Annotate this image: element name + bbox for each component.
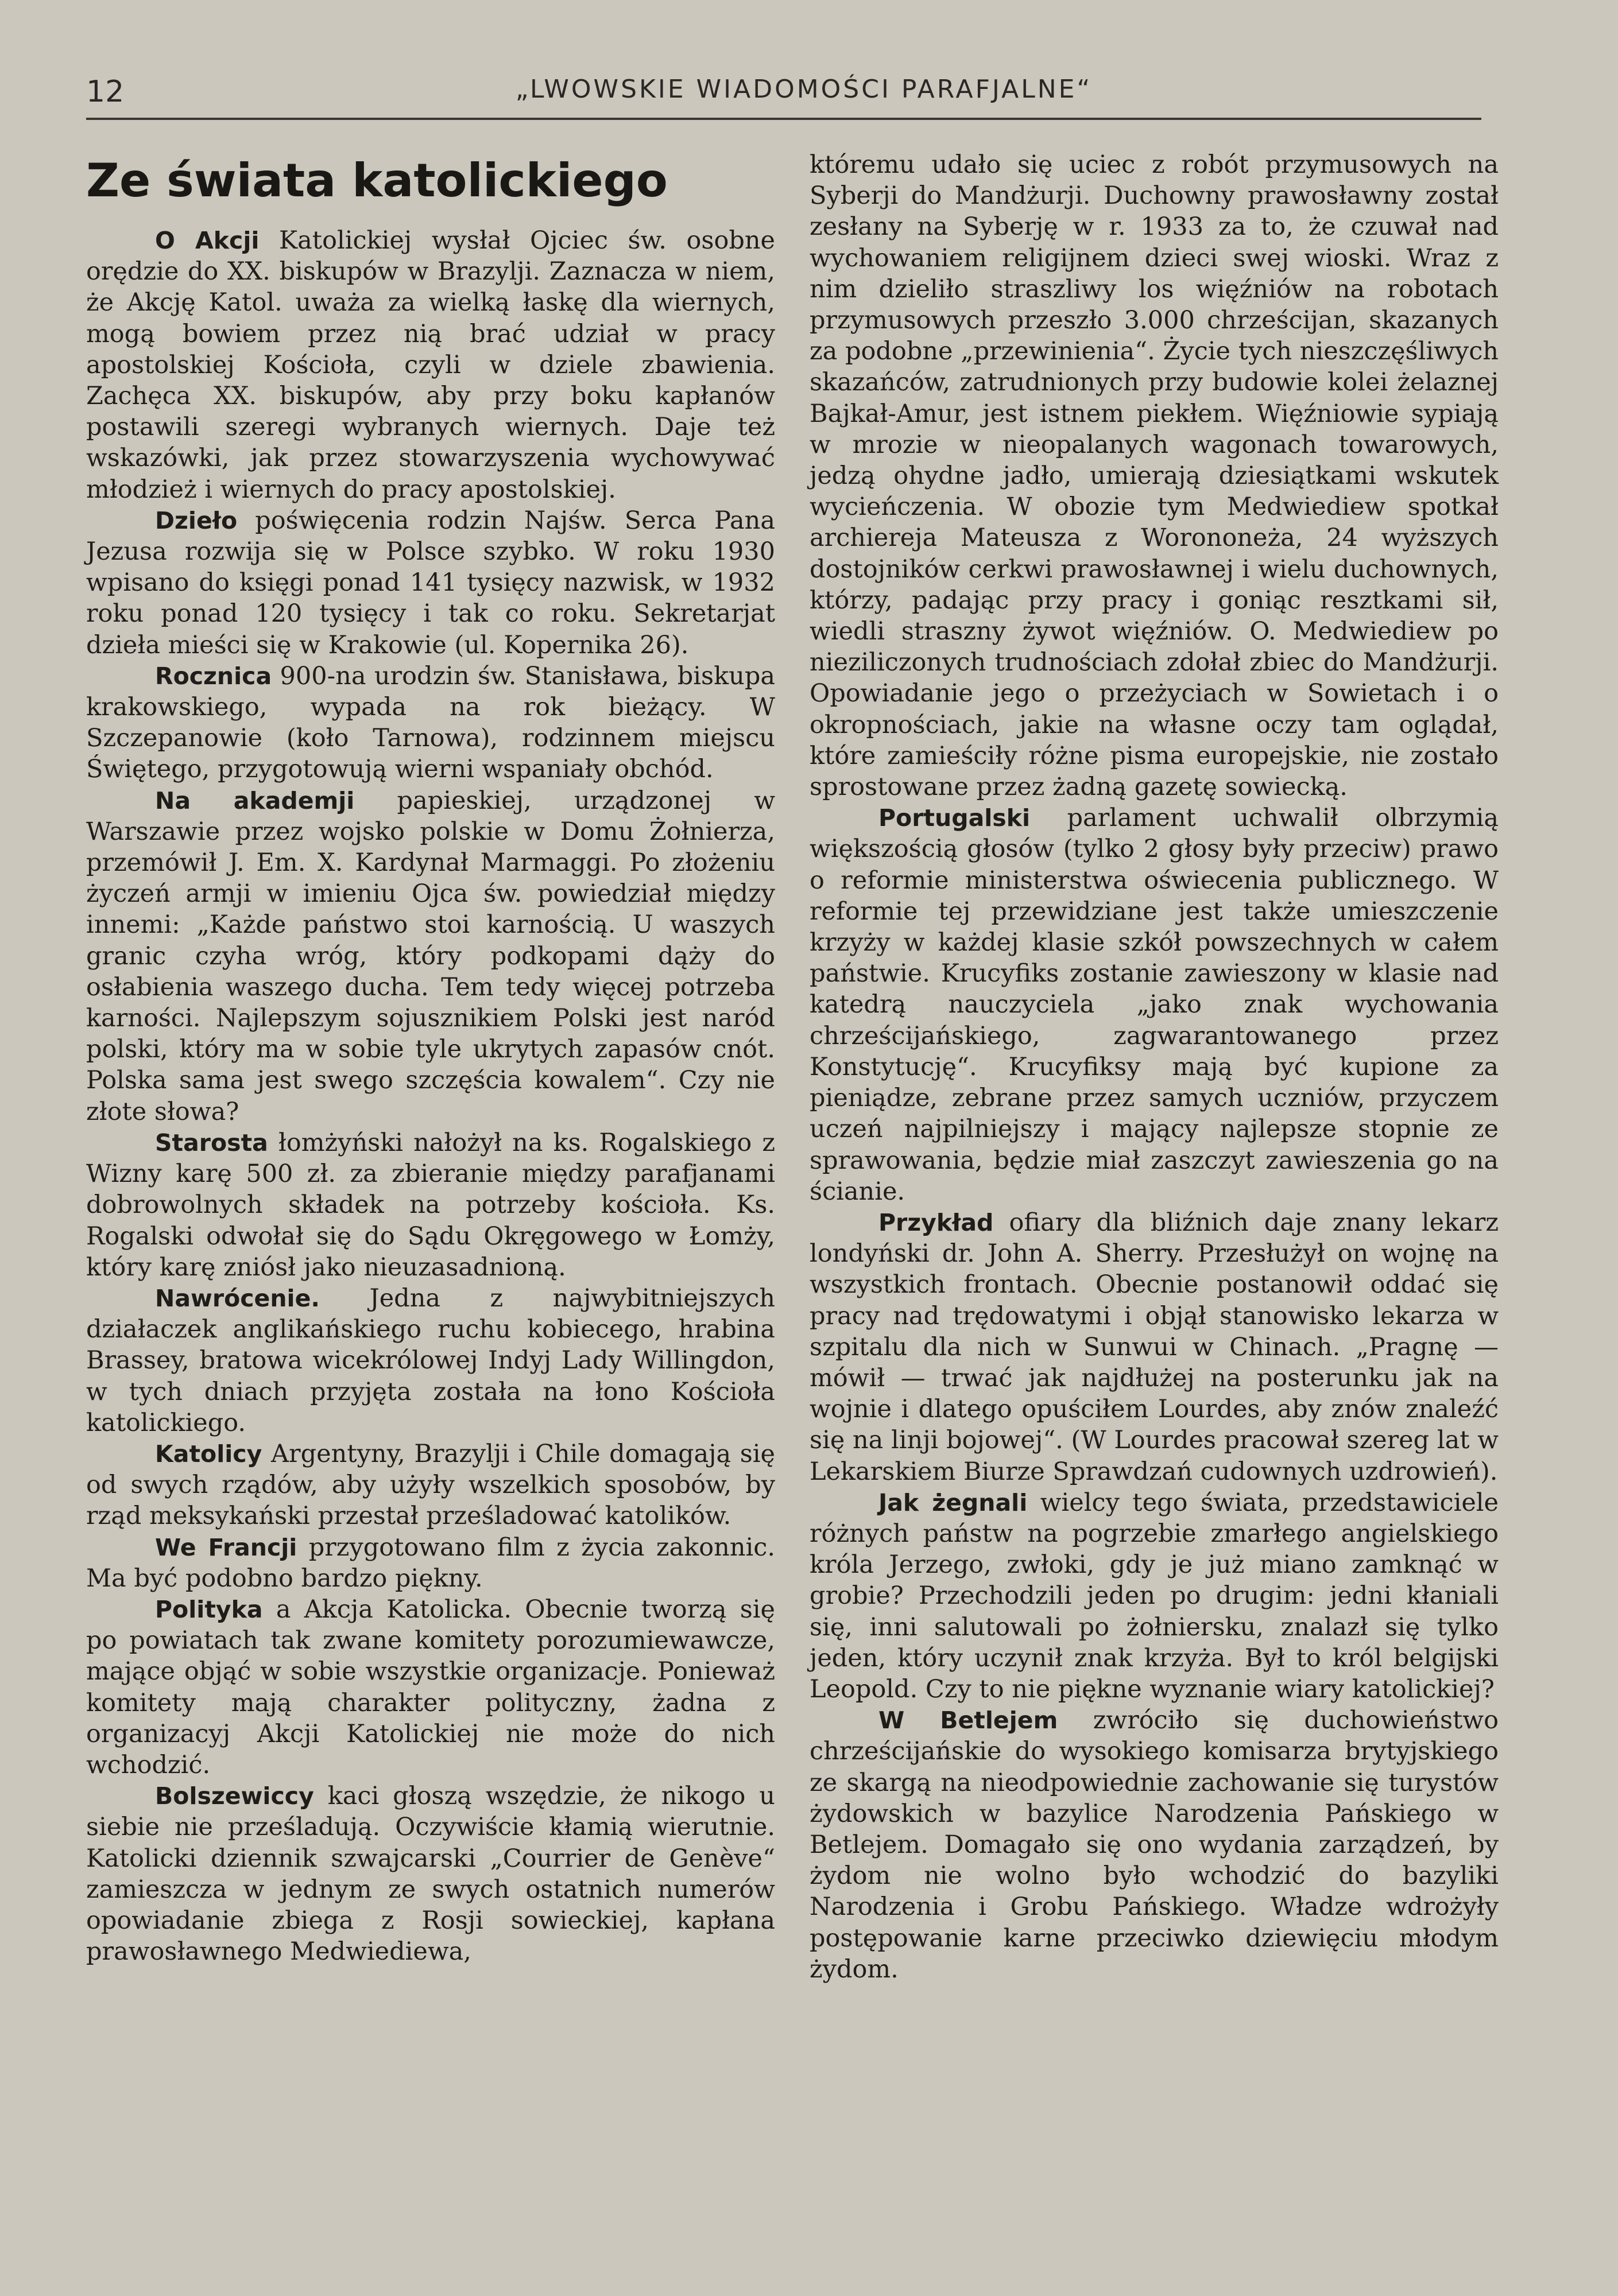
page-number: 12 xyxy=(86,75,125,109)
item-text: łomżyński nałożył na ks. Rogalskiego z Wizny karę 500 zł. za zbieranie między parafjanami dobrowolnych składek na potrzeby kościoła. Ks. Rogalski odwołał się do Sądu Okręgowego w Łomży, który karę zniósł jako nieuzasadnioną. xyxy=(86,1128,775,1282)
header-rule xyxy=(86,118,1481,120)
item-text: parlament uchwalił olbrzymią większością głosów (tylko 2 głosy były przeciw) prawo o reformie ministerstwa oświecenia publicznego. W reformie tej przewidziane jest także umieszczenie krzyży w każdej klasie szkół powszechnych w całem państwie. Krucyfiks zostanie zawieszony w klasie nad katedrą nauczyciela „jako znak wychowania chrześcijańskiego, zagwarantowanego przez Konstytucję“. Krucyfiksy mają być kupione za pieniądze, zebrane przez samych uczniów, przyczem uczeń najpilniejszy i mający najlepsze stopnie ze sprawowania, będzie miał zaszczyt zawieszenia go na ścianie. xyxy=(810,804,1499,1206)
news-item-we-francji xyxy=(86,1532,775,1594)
item-text: któremu udało się uciec z robót przymusowych na Syberji do Mandżurji. Duchowny prawosławny został zesłany na Syberję w r. 1933 za to, że czuwał nad wychowaniem religijnem dzieci swej wioski. Wraz z nim dzieliło straszliwy los więźniów na robotach przymusowych przeszło 3.000 chrześcijan, skazanych za podobne „przewinienia“. Życie tych nieszczęśliwych skazańców, zatrudnionych przy budowie kolei żelaznej Bajkał-Amur, jest istnem piekłem. Więźniowie sypiają w mrozie w nieopalanych wagonach towarowych, jedzą ohydne jadło, umierają dziesiątkami wskutek wycieńczenia. W obozie tym Medwiediew spotkał archiereja Mateusza z Worononeża, 24 wyższych dostojników cerkwi prawosławnej i wielu duchownych, którzy, padając przy pracy i goniąc resztkami sił, wiedli straszny żywot więźniów. O. Medwiediew po nieziliczonych trudnościach zdołał zbiec do Mandżurji. Opowiadanie jego o przeżyciach w Sowietach i o okropnościach, jakie na własne oczy tam oglądał, które zamieściły różne pisma europejskie, nie zostało sprostowane przez żadną gazetę sowiecką. xyxy=(810,150,1499,802)
item-text: papieskiej, urządzonej w Warszawie przez wojsko polskie w Domu Żołnierza, przemówił J. Em. X. Kardynał Marmaggi. Po złożeniu życzeń armji w imieniu Ojca św. powiedział między innemi: „Każde państwo stoi karnością. U waszych granic czyha wróg, który podkopami dąży do osłabienia waszego ducha. Tem tedy więcej potrzeba karności. Najlepszym sojusznikiem Polski jest naród polski, który ma w sobie tyle ukrytych zapasów cnót. Polska sama jest swego szczęścia kowalem“. Czy nie złote słowa? xyxy=(86,786,776,1126)
item-lead: Dzieło xyxy=(155,506,238,534)
item-lead: We Francji xyxy=(155,1533,297,1561)
item-text: poświęcenia rodzin Najśw. Serca Pana Jezusa rozwija się w Polsce szybko. W roku 1930 wpisano do księgi ponad 141 tysięcy nazwisk, w 1932 roku ponad 120 tysięcy i tak co roku. Sekretarjat dzieła mieści się w Krakowie (ul. Kopernika 26). xyxy=(86,506,775,660)
item-text: przygotowano film z życia zakonnic. Ma być podobno bardzo piękny. xyxy=(86,1533,776,1593)
item-lead: Jak żegnali xyxy=(878,1488,1028,1517)
news-item-polityka xyxy=(86,1594,775,1781)
news-item-przyklad xyxy=(810,1207,1499,1487)
right-column xyxy=(810,149,1499,1985)
item-text: a Akcja Katolicka. Obecnie tworzą się po powiatach tak zwane komitety porozumiewawcze, mające objąć w sobie wszystkie organizacje. Ponieważ komitety mają charakter polityczny, żadna z organizacyj Akcji Katolickiej nie może do nich wchodzić. xyxy=(86,1595,775,1779)
item-lead: Starosta xyxy=(155,1128,268,1157)
news-item-portugalski xyxy=(810,802,1499,1207)
item-text: Jedna z najwybitniejszych działaczek anglikańskiego ruchu kobiecego, hrabina Brassey, bratowa wicekrólowej Indyj Lady Willingdon, w tych dniach przyjęta została na łono Kościoła katolickiego. xyxy=(86,1283,775,1437)
item-lead: Bolszewiccy xyxy=(155,1782,314,1810)
news-item-na-akademji xyxy=(86,785,775,1127)
item-lead: Rocznica xyxy=(155,662,272,690)
news-item-continuation xyxy=(810,149,1499,802)
left-column xyxy=(86,149,775,1967)
item-text: 900-na urodzin św. Stanisława, biskupa krakowskiego, wypada na rok bieżący. W Szczepanowie (koło Tarnowa), rodzinnem miejscu Świętego, przygotowują wierni wspaniały obchód. xyxy=(86,661,775,784)
item-lead: Polityka xyxy=(155,1595,263,1623)
news-item-o-akcji xyxy=(86,225,775,505)
section-title: Ze świata katolickiego xyxy=(86,154,668,207)
news-item-starosta xyxy=(86,1127,775,1283)
running-head xyxy=(86,69,1481,109)
journal-title: „LWOWSKIE WIADOMOŚCI PARAFJALNE“ xyxy=(515,75,1093,104)
news-item-rocznica xyxy=(86,661,775,785)
item-lead: Na akademji xyxy=(155,786,355,815)
news-item-w-betlejem xyxy=(810,1705,1499,1985)
item-text: wielcy tego świata, przedstawiciele różnych państw na pogrzebie zmarłego angielskiego króla Jerzego, zwłoki, gdy je już miano zamknąć w grobie? Przechodzili jeden po drugim: jedni kłaniali się, inni salutowali po żołniersku, znalazł się tylko jeden, który uczynił znak krzyża. Był to król belgijski Leopold. Czy to nie piękne wyznanie wiary katolickiej? xyxy=(810,1488,1499,1704)
item-text: zwróciło się duchowieństwo chrześcijańskie do wysokiego komisarza brytyjskiego ze skargą na nieodpowiednie zachowanie się turystów żydowskich w bazylice Narodzenia Pańskiego w Betlejem. Domagało się ono wydania zarządzeń, by żydom nie wolno było wchodzić do bazyliki Narodzenia i Grobu Pańskiego. Władze wdrożyły postępowanie karne przeciwko dziewięciu młodym żydom. xyxy=(810,1706,1499,1984)
item-lead: Katolicy xyxy=(155,1440,262,1468)
news-item-nawrocenie xyxy=(86,1283,775,1438)
item-text: ofiary dla bliźnich daje znany lekarz londyński dr. John A. Sherry. Przesłużył on wojnę na wszystkich frontach. Obecnie postanowił oddać się pracy nad trędowatymi i objął stanowisko lekarza w szpitalu dla nich w Sunwui w Chinach. „Pragnę — mówił — trwać jak najdłużej na posterunku jak na wojnie i dlatego opuściłem Lourdes, aby znów znaleźć się na linji bojowej“. (W Lourdes pracował szereg lat w Lekarskiem Biurze Sprawdzań cudownych uzdrowień). xyxy=(810,1208,1499,1486)
item-text: kaci głoszą wszędzie, że nikogo u siebie nie prześladują. Oczywiście kłamią wierutnie. Katolicki dziennik szwajcarski „Courrier de Genève“ zamieszcza w jednym ze swych ostatnich numerów opowiadanie zbiega z Rosji sowieckiej, kapłana prawosławnego Medwiediewa, xyxy=(86,1782,775,1967)
item-lead: W Betlejem xyxy=(878,1707,1058,1735)
news-item-bolszewiccy xyxy=(86,1781,775,1967)
item-lead: Przykład xyxy=(878,1208,994,1236)
news-item-jak-zegnali xyxy=(810,1487,1499,1705)
item-lead: Nawrócenie. xyxy=(155,1284,320,1312)
item-text: Argentyny, Brazylji i Chile domagają się od swych rządów, aby użyły wszelkich sposobów, by rząd meksykański przestał prześladować katolików. xyxy=(86,1439,776,1531)
item-text: Katolickiej wysłał Ojciec św. osobne orędzie do XX. biskupów w Brazylji. Zaznacza w niem, że Akcję Katol. uważa za wielką łaskę dla wiernych, mogą bowiem przez nią brać udział w pracy apostolskiej Kościoła, czyli w dziele zbawienia. Zachęca XX. biskupów, aby przy boku kapłanów postawili szeregi wybranych wiernych. Daje też wskazówki, jak przez stowarzyszenia wychowywać młodzież i wiernych do pracy apostolskiej. xyxy=(86,226,775,504)
news-item-dzielo xyxy=(86,505,775,661)
news-item-katolicy xyxy=(86,1438,775,1532)
item-lead: Portugalski xyxy=(878,804,1031,832)
item-lead: O Akcji xyxy=(155,227,260,254)
